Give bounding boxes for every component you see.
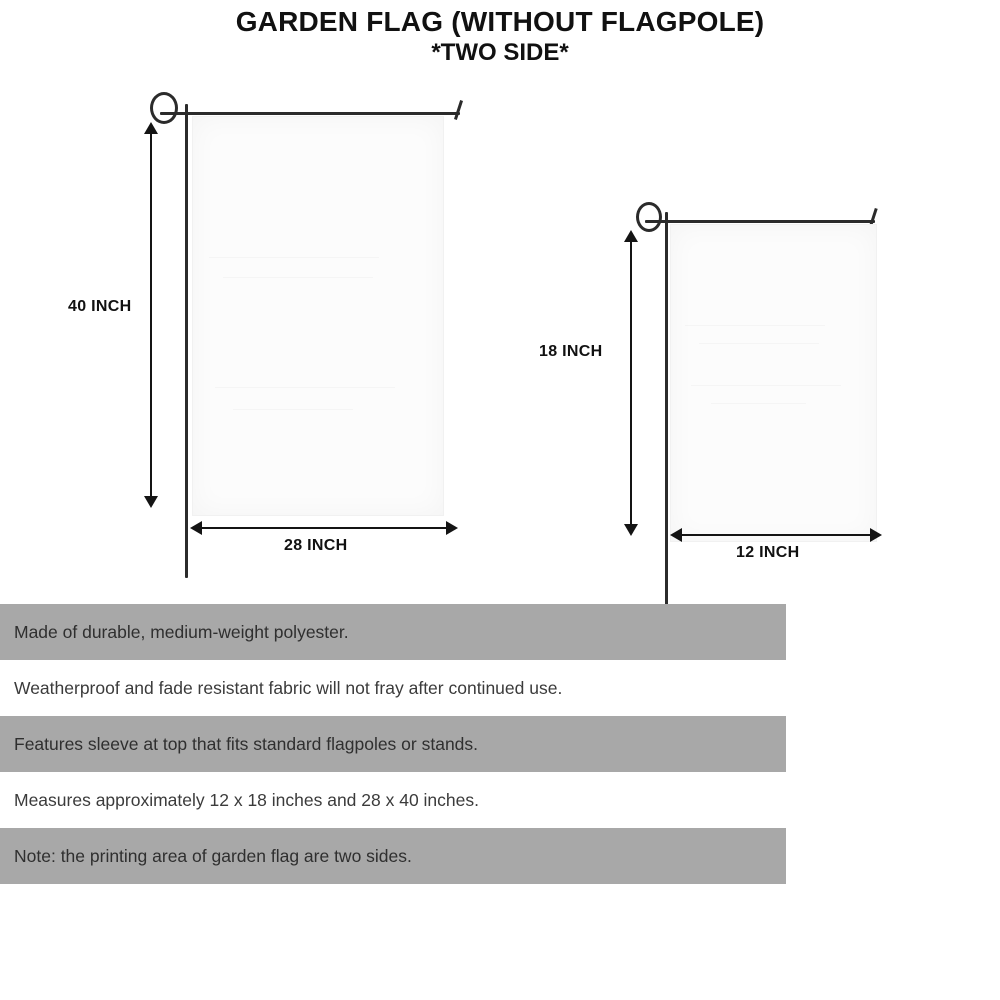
feature-text: Note: the printing area of garden flag are two sides. [14, 845, 412, 866]
pole-loop-icon [150, 92, 178, 124]
feature-text: Made of durable, medium-weight polyester. [14, 621, 349, 642]
list-item [0, 716, 786, 772]
pole-crossbar-small [645, 220, 875, 223]
height-arrow-top-large [144, 122, 158, 134]
pole-vertical [185, 104, 188, 578]
height-label-small: 18 INCH [539, 343, 603, 360]
width-dimension-line-large [196, 527, 452, 529]
title-line-secondary: *TWO SIDE* [431, 39, 569, 67]
feature-text: Weatherproof and fade resistant fabric will not fray after continued use. [14, 677, 563, 698]
diagram-title [0, 6, 1000, 67]
feature-text: Measures approximately 12 x 18 inches and 28 x 40 inches. [14, 789, 479, 810]
width-arrow-left-small [670, 528, 682, 542]
list-item [0, 660, 786, 716]
list-item [0, 828, 786, 884]
list-item [0, 604, 786, 660]
features-list [0, 604, 786, 884]
title-line-primary: GARDEN FLAG (WITHOUT FLAGPOLE) [235, 6, 765, 37]
list-item [0, 772, 786, 828]
height-arrow-top-small [624, 230, 638, 242]
feature-text: Features sleeve at top that fits standard flagpoles or stands. [14, 733, 479, 754]
pole-crossbar [160, 112, 460, 115]
height-arrow-bottom-large [144, 496, 158, 508]
flag-fabric-large [192, 116, 444, 516]
height-dimension-line-large [150, 128, 152, 504]
width-arrow-left-large [190, 521, 202, 535]
width-arrow-right-large [446, 521, 458, 535]
pole-vertical-small [665, 212, 668, 608]
width-arrow-right-small [870, 528, 882, 542]
pole-end-tip [454, 100, 463, 120]
width-label-large: 28 INCH [284, 537, 348, 554]
pole-loop-icon-small [636, 202, 662, 232]
width-label-small: 12 INCH [736, 544, 800, 561]
flag-fabric-small [670, 224, 877, 542]
height-label-large: 40 INCH [68, 298, 132, 315]
height-dimension-line-small [630, 236, 632, 532]
width-dimension-line-small [676, 534, 876, 536]
height-arrow-bottom-small [624, 524, 638, 536]
